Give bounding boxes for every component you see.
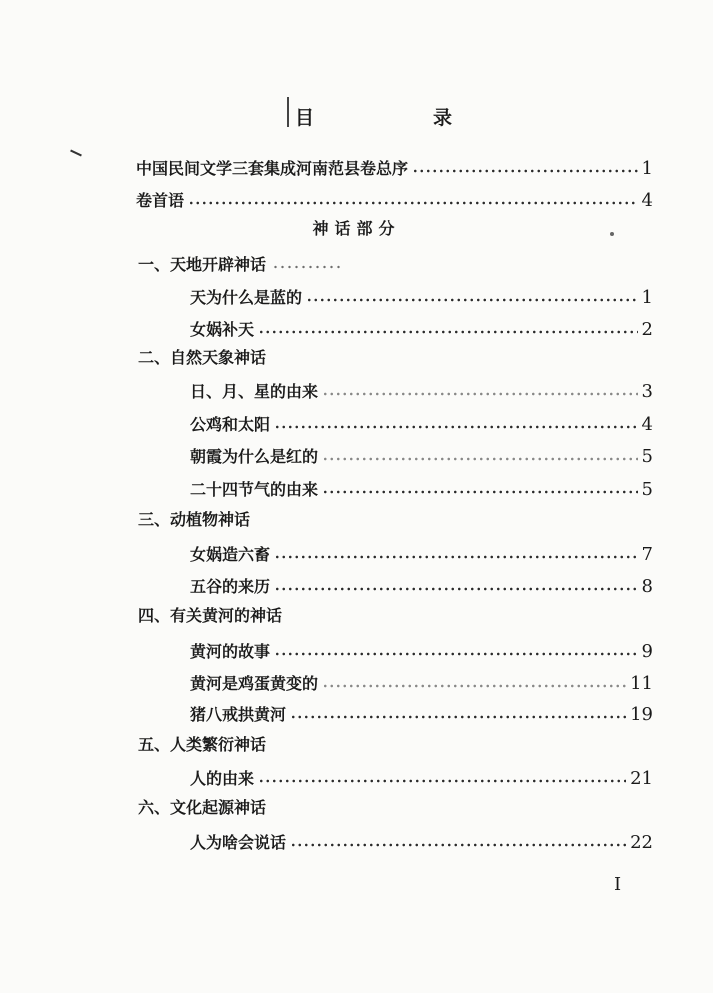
dot-leader xyxy=(188,199,638,207)
dot-leader xyxy=(322,488,638,496)
scan-mark xyxy=(70,150,82,157)
entry-page: 5 xyxy=(641,479,653,500)
section-heading-text: 三、动植物神话 xyxy=(138,510,251,529)
entry-page: 22 xyxy=(630,832,653,853)
entry-title: 黄河是鸡蛋黄变的 xyxy=(190,674,319,693)
section-heading xyxy=(138,604,282,628)
dot-leader xyxy=(322,455,638,463)
section-heading xyxy=(138,346,266,370)
section-heading-text: 五、人类繁衍神话 xyxy=(138,735,267,754)
dot-leader xyxy=(274,553,638,561)
toc-entry-preface[interactable] xyxy=(136,154,653,180)
section-heading-text: 二、自然天象神话 xyxy=(138,348,267,367)
section-heading-text: 六、文化起源神话 xyxy=(138,798,267,817)
dot-leader xyxy=(290,841,626,849)
toc-entry[interactable] xyxy=(190,764,653,790)
entry-title: 卷首语 xyxy=(136,191,185,210)
entry-page: 1 xyxy=(641,287,653,308)
entry-page: 19 xyxy=(630,704,653,725)
entry-title: 猪八戒拱黄河 xyxy=(190,705,287,724)
page-number: I xyxy=(614,874,622,895)
entry-title: 朝霞为什么是红的 xyxy=(190,447,319,466)
toc-entry[interactable] xyxy=(190,637,653,663)
toc-entry[interactable] xyxy=(190,475,653,501)
entry-page: 5 xyxy=(641,446,653,467)
dot-leader xyxy=(258,328,638,336)
dot-leader xyxy=(258,777,626,785)
entry-page: 7 xyxy=(641,544,653,565)
dot-leader xyxy=(322,390,638,398)
toc-entry[interactable] xyxy=(190,315,653,341)
entry-page: 9 xyxy=(641,641,653,662)
section-heading-text: 四、有关黄河的神话 xyxy=(138,606,283,625)
toc-entry[interactable] xyxy=(190,442,653,468)
entry-title: 黄河的故事 xyxy=(190,642,271,661)
dot-leader xyxy=(290,713,626,721)
entry-page: 4 xyxy=(641,414,653,435)
toc-entry[interactable] xyxy=(190,410,653,436)
entry-title: 中国民间文学三套集成河南范县卷总序 xyxy=(136,159,409,178)
dot-leader xyxy=(274,423,638,431)
entry-page: 11 xyxy=(630,673,653,694)
entry-page: 4 xyxy=(641,190,653,211)
entry-title: 女娲造六畜 xyxy=(190,545,271,564)
entry-page: 8 xyxy=(641,576,653,597)
title-char-2: 录 xyxy=(433,107,453,129)
entry-title: 天为什么是蓝的 xyxy=(190,288,303,307)
toc-entry[interactable] xyxy=(190,669,653,695)
section-heading xyxy=(138,253,342,277)
entry-title: 公鸡和太阳 xyxy=(190,415,271,434)
toc-entry[interactable] xyxy=(190,377,653,403)
entry-page: 21 xyxy=(630,768,653,789)
section-heading xyxy=(138,508,250,532)
toc-title xyxy=(0,103,713,133)
dot-leader xyxy=(306,296,638,304)
section-heading-text: 一、天地开辟神话 xyxy=(138,255,267,274)
dot-leader xyxy=(412,167,638,175)
title-char-1: 目 xyxy=(295,107,315,129)
section-subheading: 神话部分 xyxy=(312,219,401,238)
title-rule xyxy=(287,97,289,127)
toc-entry-foreword[interactable] xyxy=(136,186,653,212)
entry-title: 人为啥会说话 xyxy=(190,833,287,852)
dot-leader xyxy=(274,585,638,593)
toc-entry[interactable] xyxy=(190,828,653,854)
dot-leader xyxy=(272,264,342,270)
entry-title: 女娲补天 xyxy=(190,320,255,339)
toc-entry[interactable] xyxy=(190,283,653,309)
entry-title: 人的由来 xyxy=(190,769,255,788)
toc-entry[interactable] xyxy=(190,540,653,566)
entry-title: 二十四节气的由来 xyxy=(190,480,319,499)
toc-entry[interactable] xyxy=(190,572,653,598)
entry-page: 3 xyxy=(641,381,653,402)
entry-page: 1 xyxy=(641,158,653,179)
dot-leader xyxy=(322,682,626,690)
entry-title: 日、月、星的由来 xyxy=(190,382,319,401)
section-heading xyxy=(138,733,266,757)
dot-leader xyxy=(274,650,638,658)
section-heading xyxy=(138,796,266,820)
entry-page: 2 xyxy=(641,319,653,340)
toc-entry[interactable] xyxy=(190,700,653,726)
entry-title: 五谷的来历 xyxy=(190,577,271,596)
